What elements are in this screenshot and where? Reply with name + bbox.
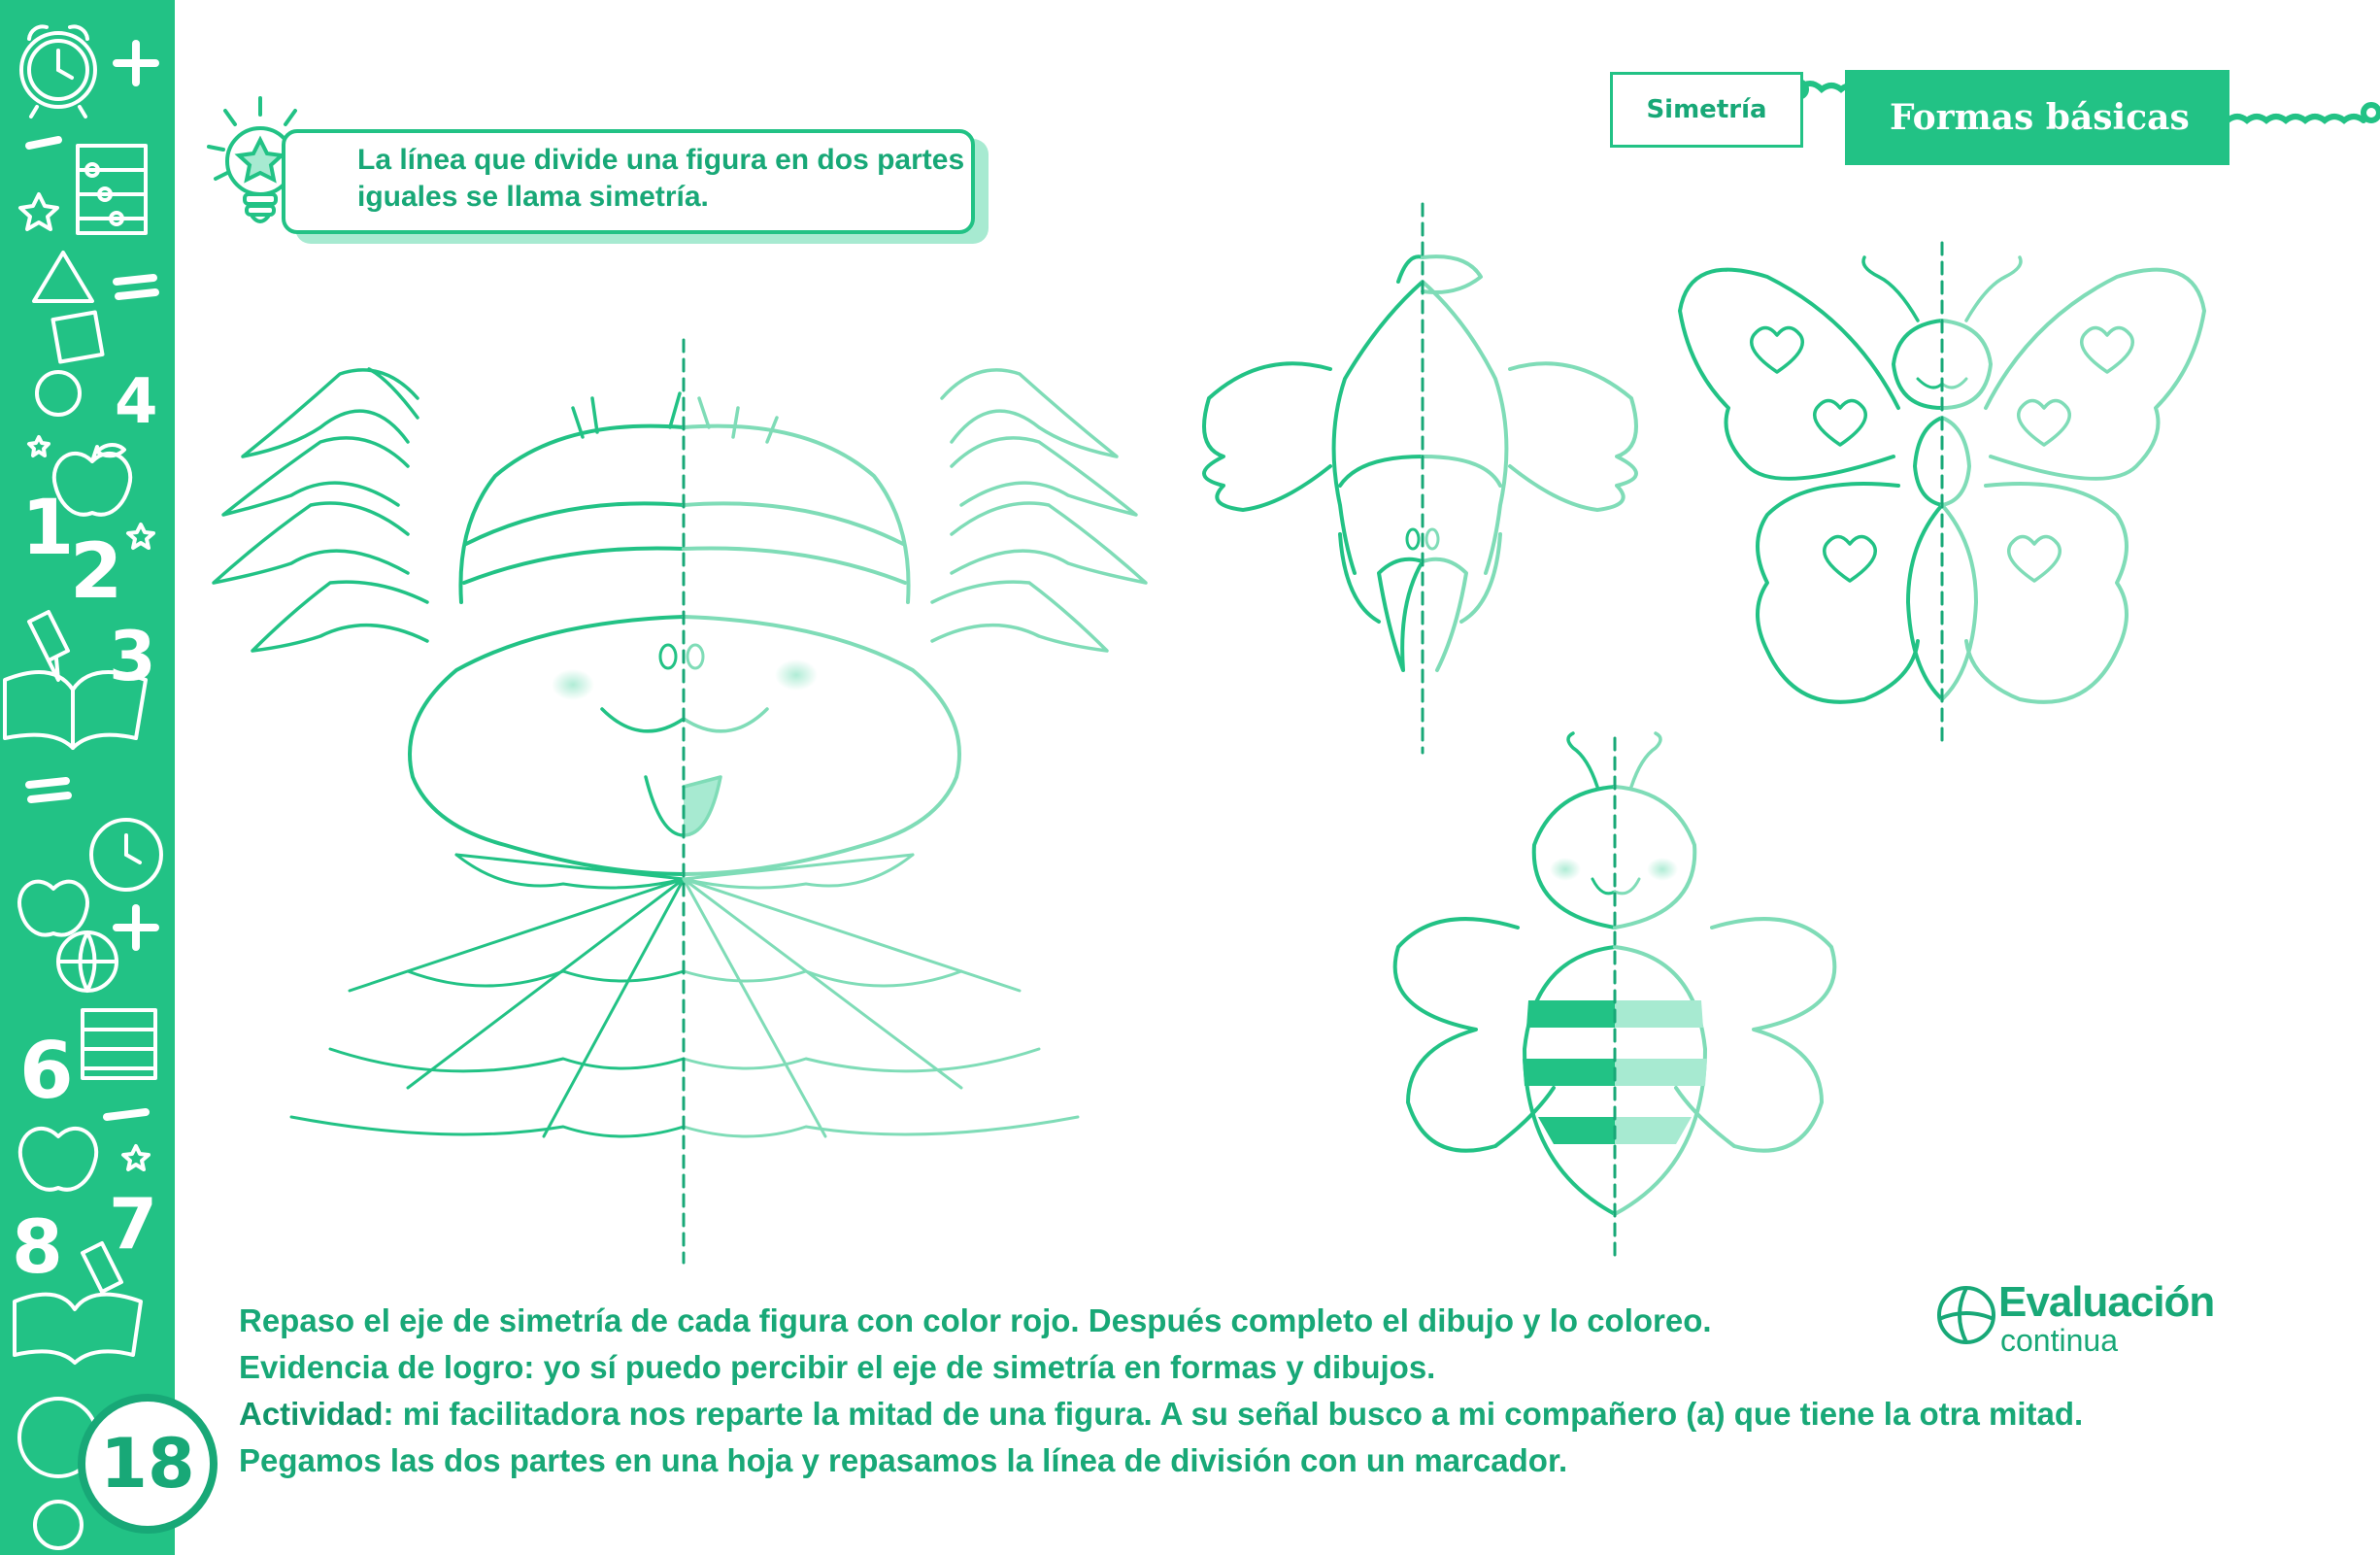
sidebar-number-2: 2 — [70, 528, 123, 616]
instruction-line-1: Repaso el eje de simetría de cada figura con color rojo. Después completo el dibujo y lo coloreo. — [239, 1302, 1712, 1338]
sidebar-number-6: 6 — [19, 1026, 74, 1116]
tag-formas-basicas: Formas básicas — [1845, 70, 2229, 165]
instruction-line-2: Evidencia de logro: yo sí puedo percibir el eje de simetría en formas y dibujos. — [239, 1349, 1436, 1385]
bee-drawing — [1395, 733, 1835, 1263]
sidebar-number-1: 1 — [21, 485, 75, 572]
butterfly-drawing — [1680, 243, 2204, 748]
evaluation-subtitle: continua — [2000, 1323, 2118, 1358]
evaluation-title: Evaluación — [1998, 1278, 2215, 1326]
sidebar-number-3: 3 — [109, 617, 156, 696]
instructions — [239, 1298, 2229, 1484]
tip-line-2: iguales se llama simetría. — [357, 181, 709, 213]
tag-simetria: Simetría — [1610, 72, 1803, 148]
spider-drawing — [214, 340, 1146, 1263]
sidebar-number-8: 8 — [12, 1203, 63, 1290]
tip-line-1: La línea que divide una figura en dos partes — [357, 144, 965, 176]
activity-label: Actividad — [239, 1396, 384, 1432]
instruction-line-3 — [239, 1391, 2229, 1437]
page-number: 18 — [78, 1394, 218, 1534]
activity-text: : mi facilitadora nos reparte la mitad de una figura. A su señal busco a mi compañero (a) que tiene la otra mitad. — [383, 1396, 2084, 1432]
sidebar-number-4: 4 — [115, 366, 158, 438]
sidebar-number-7: 7 — [109, 1183, 158, 1265]
instruction-line-4: Pegamos las dos partes en una hoja y repasamos la línea de división con un marcador. — [239, 1442, 1568, 1478]
bird-drawing — [1204, 204, 1636, 753]
